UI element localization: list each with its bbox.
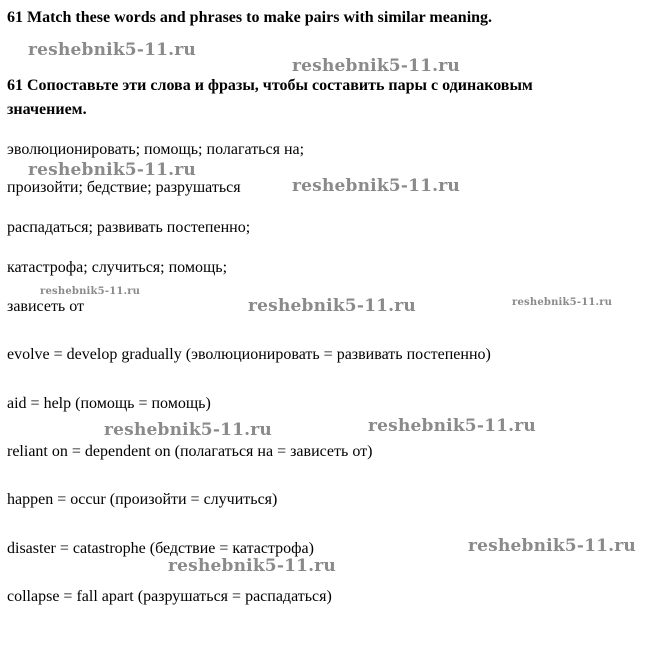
task-title-english: 61 Match these words and phrases to make pairs with similar meaning. [7,9,493,26]
word-list-line: зависеть от [7,298,85,315]
answer-line: aid = help (помощь = помощь) [7,395,211,412]
answer-line: collapse = fall apart (разрушаться = распадаться) [7,588,332,605]
answer-line: evolve = develop gradually (эволюционировать = развивать постепенно) [7,346,491,363]
watermark-text: reshebnik5-11.ru [292,56,460,76]
word-list-line: катастрофа; случиться; помощь; [7,259,228,276]
answer-line: happen = occur (произойти = случиться) [7,491,278,508]
watermark-text: reshebnik5-11.ru [468,536,636,556]
watermark-text: reshebnik5-11.ru [104,420,272,440]
task-title-russian-continued: значением. [7,101,87,118]
watermark-text: reshebnik5-11.ru [28,160,196,180]
task-title-russian: 61 Сопоставьте эти слова и фразы, чтобы составить пары с одинаковым [7,77,533,94]
watermark-text: reshebnik5-11.ru [292,176,460,196]
answer-line: disaster = catastrophe (бедствие = катастрофа) [7,540,314,557]
answer-line: reliant on = dependent on (полагаться на = зависеть от) [7,443,373,460]
watermark-text: reshebnik5-11.ru [368,416,536,436]
watermark-text: reshebnik5-11.ru [40,286,141,297]
watermark-text: reshebnik5-11.ru [28,40,196,60]
watermark-text: reshebnik5-11.ru [248,296,416,316]
watermark-text: reshebnik5-11.ru [512,297,613,308]
word-list-line: произойти; бедствие; разрушаться [7,179,241,196]
word-list-line: эволюционировать; помощь; полагаться на; [7,141,305,158]
watermark-text: reshebnik5-11.ru [168,556,336,576]
word-list-line: распадаться; развивать постепенно; [7,219,251,236]
